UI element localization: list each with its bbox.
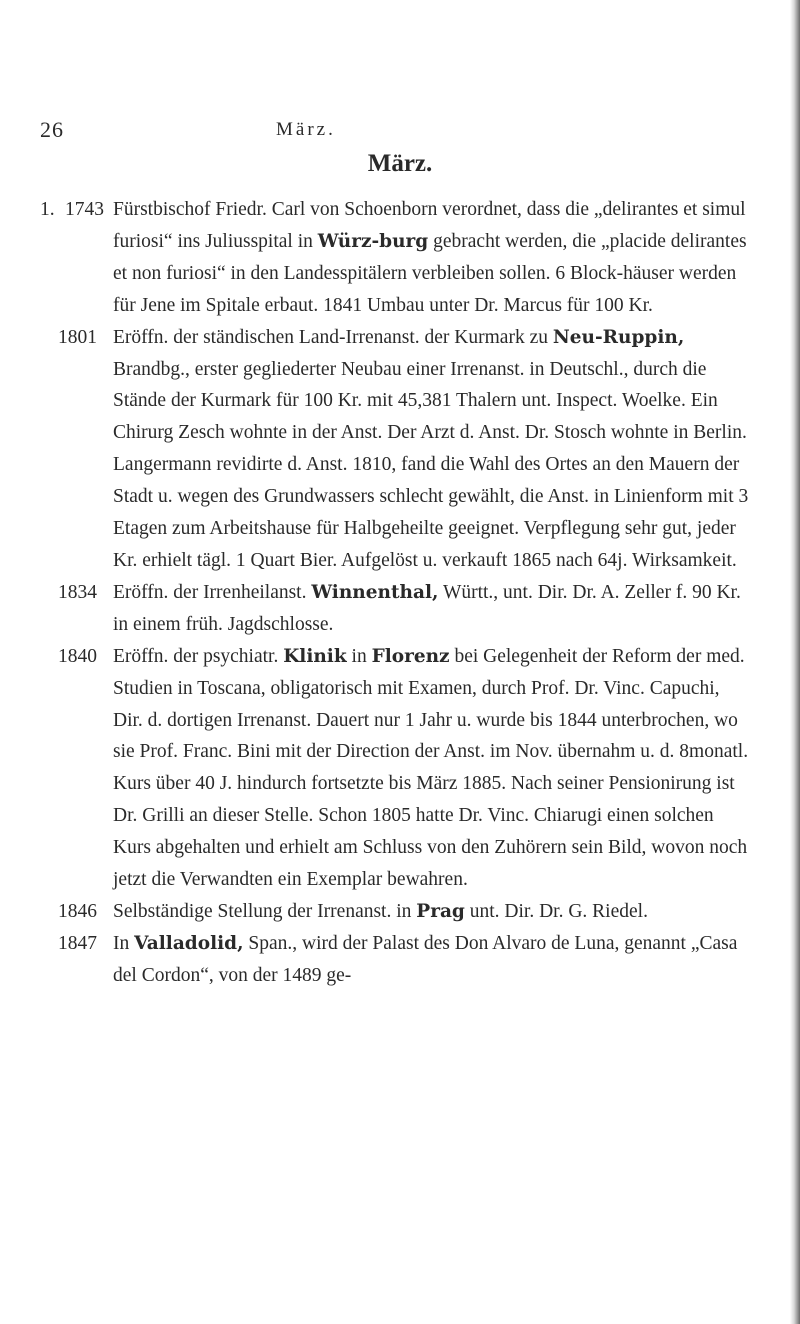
entry-year: 1801 <box>58 326 97 348</box>
entry-text-part: In <box>113 932 135 954</box>
place-name: Würz-burg <box>317 230 429 252</box>
entry-1840 <box>0 641 800 896</box>
entry-text <box>113 322 753 577</box>
entry-text-part: Eröffn. der ständischen Land-Irrenanst. der Kurmark zu <box>113 326 553 348</box>
place-name: Neu-Ruppin, <box>552 326 685 348</box>
entry-year: 1834 <box>58 581 97 603</box>
entry-text-part: unt. Dir. Dr. G. Riedel. <box>464 900 648 922</box>
entry-1846 <box>0 896 800 928</box>
place-name: Valladolid, <box>134 932 244 954</box>
entry-text-part: Brandbg., erster gegliederter Neubau einer Irrenanst. in Deutschl., durch die Stände der Kurmark für 100 Kr. mit 45,381 Thalern unt. Inspect. Woelke. Ein Chirurg Zesch wohnte in der Anst. Der Arzt d. Anst. Dr. Stosch wohnte in Berlin. Langermann revidirte d. Anst. 1810, fand die Wahl des Ortes an den Mauern der Stadt u. wegen des Grundwassers schlecht gewählt, die Anst. in Linienform mit 3 Etagen zum Arbeitshause für Halbgeheilte geeignet. Verpflegung sehr gut, jeder Kr. erhielt tägl. 1 Quart Bier. Aufgelöst u. verkauft 1865 nach 64j. Wirksamkeit. <box>113 358 749 571</box>
place-name: Prag <box>416 900 465 922</box>
page-number: 26 <box>40 117 64 142</box>
chronicle-entries <box>0 194 800 992</box>
entry-text <box>113 577 753 641</box>
entry-text <box>113 194 753 322</box>
entry-text-part: bei Gelegenheit der Reform der med. Studien in Toscana, obligatorisch mit Examen, durch Prof. Dr. Vinc. Capuchi, Dir. d. dortigen Irrenanst. Dauert nur 1 Jahr u. wurde bis 1844 unterbrochen, wo sie Prof. Franc. Bini mit der Direction der Anst. im Nov. übernahm u. d. 8monatl. Kurs über 40 J. hindurch fortsetzte bis März 1885. Nach seiner Pensionirung ist Dr. Grilli an dieser Stelle. Schon 1805 hatte Dr. Vinc. Chiarugi einen solchen Kurs abgehalten und erhielt am Schluss von den Zuhörern sein Bild, wovon noch jetzt die Verwandten ein Exemplar bewahren. <box>113 645 749 891</box>
entry-number: 1. <box>40 199 55 220</box>
entry-text-part: Eröffn. der Irrenheilanst. <box>113 581 312 603</box>
entry-1834 <box>0 577 800 641</box>
entry-year: 1743 <box>65 199 104 220</box>
entry-1801 <box>0 322 800 577</box>
entry-text-part: Württ., unt. Dir. Dr. A. Zeller f. 90 Kr. in einem früh. Jagdschlosse. <box>113 581 741 635</box>
place-name: Florenz <box>371 645 450 667</box>
section-title: März. <box>367 150 433 177</box>
institution-name: Klinik <box>283 645 347 667</box>
entry-year: 1847 <box>58 932 97 954</box>
entry-text <box>113 928 753 992</box>
running-head: März. <box>276 119 336 140</box>
entry-text <box>113 896 753 928</box>
entry-text-part: Selbständige Stellung der Irrenanst. in <box>113 900 417 922</box>
entry-text-part: gebracht werden, die „placide delirantes et non furiosi“ in den Landesspitälern verbleiben sollen. 6 Block-häuser werden für Jene im Spitale erbaut. 1841 Umbau unter Dr. Marcus für 100 Kr. <box>113 230 747 316</box>
entry-text-part: Fürstbischof Friedr. Carl von Schoenborn verordnet, dass die „delirantes et simul furiosi“ ins Juliusspital in <box>113 199 746 252</box>
entry-year: 1846 <box>58 900 97 922</box>
entry-year: 1840 <box>58 645 97 667</box>
entry-text-part: Eröffn. der psychiatr. <box>113 645 284 667</box>
entry-text-part: Span., wird der Palast des Don Alvaro de Luna, genannt „Casa del Cordon“, von der 1489 ge- <box>113 932 738 986</box>
entry-1743 <box>0 194 800 322</box>
entry-text <box>113 641 753 896</box>
entry-1847 <box>0 928 800 992</box>
place-name: Winnenthal, <box>311 581 439 603</box>
entry-text-part: in <box>346 645 372 667</box>
